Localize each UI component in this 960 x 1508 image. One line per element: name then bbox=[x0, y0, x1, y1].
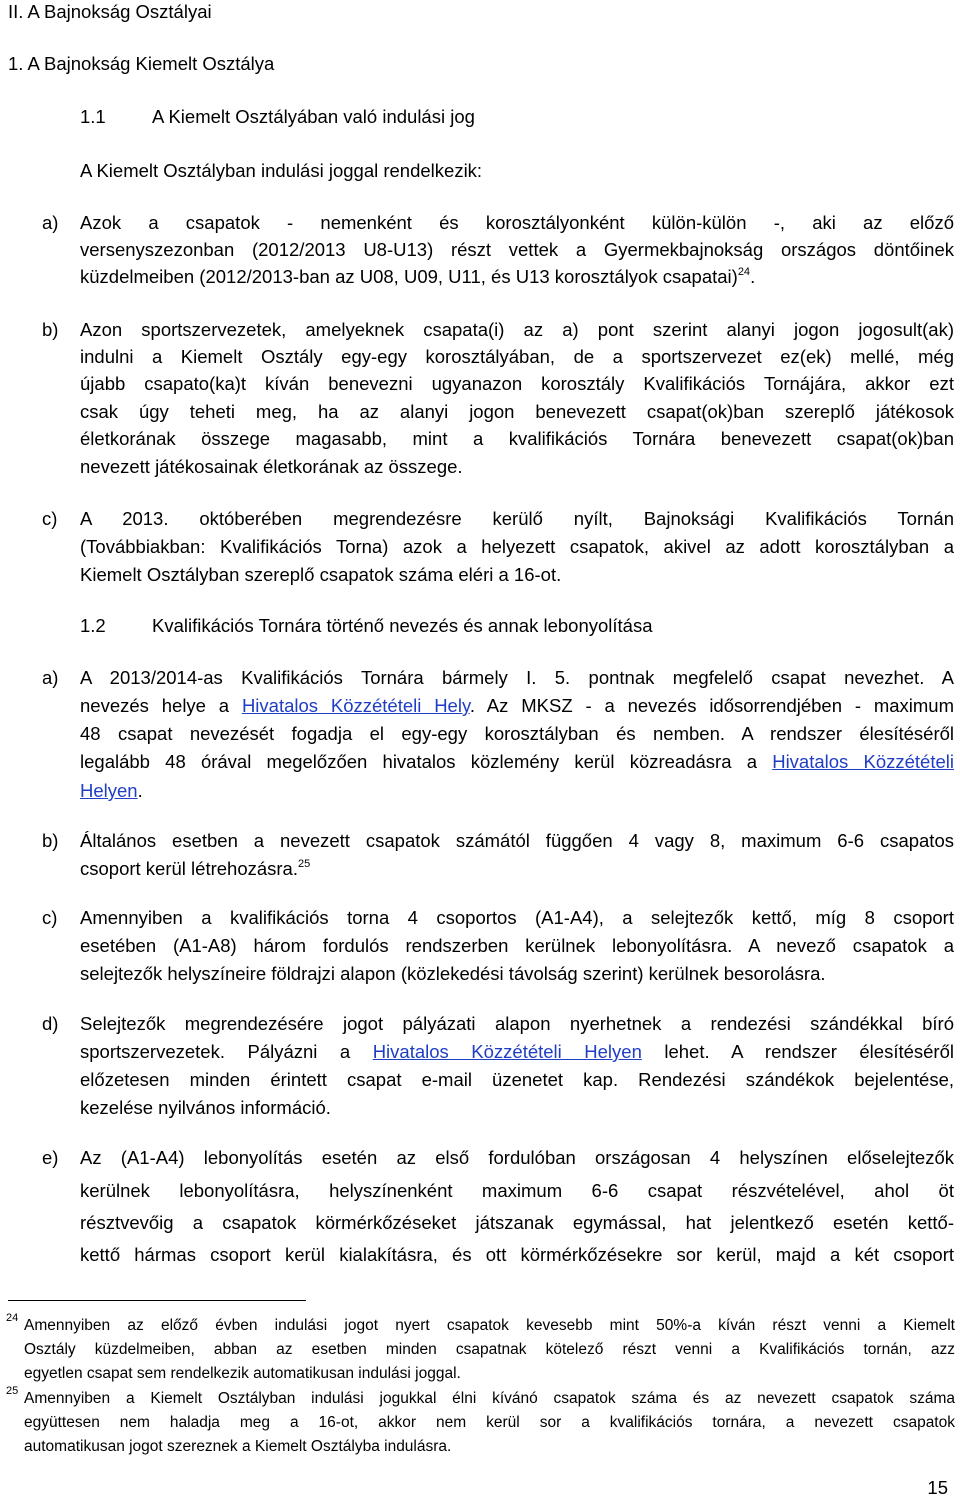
item-b-label: b) bbox=[42, 319, 59, 340]
footnote-24-line: Amennyiben az előző évben indulási jogot nyert csapatok kevesebb mint 50%-a kíván részt venni a Kiemelt bbox=[24, 1317, 955, 1334]
item-2d-line-last: kezelése nyilvános információ. bbox=[80, 1097, 331, 1118]
item-2c-line: Amennyiben a kvalifikációs torna 4 csoportos (A1-A4), a selejtezők kettő, míg 8 csoport bbox=[80, 907, 954, 928]
footnote-ref-24[interactable]: 24 bbox=[737, 266, 751, 278]
heading-section-1: 1. A Bajnokság Kiemelt Osztálya bbox=[8, 53, 275, 74]
item-a-line: versenyszezonban (2012/2013 U8-U13) részt vettek a Gyermekbajnokság országos döntőinek bbox=[80, 239, 954, 260]
item-2b-line-last bbox=[80, 857, 310, 881]
item-2a-text: nevezés helye a bbox=[80, 695, 242, 716]
item-2c-line: esetében (A1-A8) három fordulós rendszerben kerülnek lebonyolításra. A nevező csapatok a bbox=[80, 935, 954, 956]
official-publication-link[interactable]: Helyen bbox=[80, 780, 138, 801]
item-2e-line: résztvevőig a csapatok körmérkőzéseket játszanak egymással, hat jelentkező esetén kettő- bbox=[80, 1212, 954, 1233]
footnote-25-line: Amennyiben a Kiemelt Osztályban indulási jogukkal élni kívánó csapatok száma és az nevezett csapatok száma bbox=[24, 1390, 955, 1407]
item-2a-line bbox=[80, 694, 954, 718]
item-2d-text: lehet. A rendszer élesítéséről bbox=[641, 1041, 954, 1062]
item-2a-label: a) bbox=[42, 667, 59, 688]
item-2a-text: . bbox=[137, 780, 143, 801]
item-2b-line: Általános esetben a nevezett csapatok számától függően 4 vagy 8, maximum 6-6 csapatos bbox=[80, 830, 954, 851]
item-2a-text: . Az MKSZ - a nevezés idősorrendjében - maximum bbox=[469, 695, 955, 716]
intro-text: A Kiemelt Osztályban indulási joggal rendelkezik: bbox=[80, 160, 483, 181]
item-2c-line-last: selejtezők helyszíneire földrajzi alapon (közlekedési távolság szerint) kerülnek besorolásra. bbox=[80, 963, 826, 984]
footnote-24-number: 24 bbox=[6, 1312, 19, 1324]
item-2d-line: előzetesen minden érintett csapat e-mail üzenetet kap. Rendezési szándékok bejelentése, bbox=[80, 1069, 954, 1090]
heading-section-II: II. A Bajnokság Osztályai bbox=[8, 1, 212, 22]
item-c-line-last: Kiemelt Osztályban szereplő csapatok száma eléri a 16-ot. bbox=[80, 564, 562, 585]
item-2d-line bbox=[80, 1040, 954, 1064]
footnote-separator bbox=[8, 1300, 306, 1301]
official-publication-link[interactable]: Hivatalos Közzétételi Helyen bbox=[372, 1041, 642, 1062]
item-2e-line: kerülnek lebonyolításra, helyszínenként maximum 6-6 csapat részvételével, ahol öt bbox=[80, 1180, 954, 1201]
item-2d-text: sportszervezetek. Pályázni a bbox=[80, 1041, 373, 1062]
heading-1-1-title: A Kiemelt Osztályában való indulási jog bbox=[152, 106, 475, 127]
item-2b-label: b) bbox=[42, 830, 59, 851]
item-2c-label: c) bbox=[42, 907, 58, 928]
item-2a-line: A 2013/2014-as Kvalifikációs Tornára bármely I. 5. pontnak megfelelő csapat nevezhet. A bbox=[80, 667, 954, 688]
item-c-line: (Továbbiakban: Kvalifikációs Torna) azok a helyezett csapatok, akivel az adott korosztályban a bbox=[80, 536, 954, 557]
heading-1-1-number: 1.1 bbox=[80, 106, 106, 127]
item-a-period: . bbox=[750, 266, 756, 287]
item-c-label: c) bbox=[42, 508, 58, 529]
item-2e-line: kettő hármas csoport kerül kialakításra, és ott körmérkőzésekre sor kerül, majd a két csoport bbox=[80, 1244, 954, 1265]
item-2a-text: legalább 48 órával megelőzően hivatalos közlemény kerül közreadásra a bbox=[80, 751, 773, 772]
item-2d-label: d) bbox=[42, 1013, 59, 1034]
heading-1-2-number: 1.2 bbox=[80, 615, 106, 636]
item-a-line-last bbox=[80, 265, 755, 289]
item-2e-label: e) bbox=[42, 1147, 59, 1168]
item-c-line: A 2013. októberében megrendezésre kerülő nyílt, Bajnoksági Kvalifikációs Tornán bbox=[80, 508, 954, 529]
footnote-ref-25[interactable]: 25 bbox=[298, 858, 311, 870]
item-b-line-last: nevezett játékosainak életkorának az összege. bbox=[80, 456, 463, 477]
item-2b-text: csoport kerül létrehozásra. bbox=[80, 858, 298, 879]
item-b-line: Azon sportszervezetek, amelyeknek csapata(i) az a) pont szerint alanyi jogon jogosult(ak) bbox=[80, 319, 954, 340]
item-2d-line: Selejtezők megrendezésére jogot pályázati alapon nyerhetnek a rendezési szándékkal bíró bbox=[80, 1013, 954, 1034]
item-2a-line: 48 csapat nevezését fogadja el egy-egy korosztályban és nemben. A rendszer élesítéséről bbox=[80, 723, 954, 744]
footnote-25-line: együttesen nem haladja meg a 16-ot, akkor nem kerül sor a kvalifikációs tornára, a nevezett csapatok bbox=[24, 1414, 955, 1431]
item-b-line: életkorának összege magasabb, mint a kvalifikációs Tornára benevezett csapat(ok)ban bbox=[80, 428, 954, 449]
item-2a-line-last bbox=[80, 779, 143, 803]
item-b-line: újabb csapato(ka)t kíván benevezni ugyanazon korosztály Kvalifikációs Tornájára, akkor ezt bbox=[80, 373, 954, 394]
page-number: 15 bbox=[927, 1477, 948, 1498]
official-publication-link[interactable]: Hivatalos Közzétételi bbox=[772, 751, 954, 772]
item-b-line: indulni a Kiemelt Osztály egy-egy korosztályában, de a sportszervezet ez(ek) mellé, még bbox=[80, 346, 954, 367]
footnote-24-line-last: egyetlen csapat sem rendelkezik automatikusan indulási joggal. bbox=[24, 1365, 461, 1382]
item-a-line: Azok a csapatok - nemenként és korosztályonként külön-külön -, aki az előző bbox=[80, 212, 954, 233]
item-a-label: a) bbox=[42, 212, 59, 233]
footnote-25-number: 25 bbox=[6, 1385, 19, 1397]
official-publication-link[interactable]: Hivatalos Közzétételi Hely bbox=[241, 695, 470, 716]
item-b-line: csak úgy teheti meg, ha az alanyi jogon benevezett csapat(ok)ban szereplő játékosok bbox=[80, 401, 954, 422]
item-2e-line: Az (A1-A4) lebonyolítás esetén az első fordulóban országosan 4 helyszínen előselejtezők bbox=[80, 1147, 954, 1168]
heading-1-2-title: Kvalifikációs Tornára történő nevezés és annak lebonyolítása bbox=[152, 615, 653, 636]
footnote-24-line: Osztály küzdelmeiben, abban az esetben minden csapatnak kötelező részt venni a Kvalifikációs tornán, azz bbox=[24, 1341, 955, 1358]
item-2a-line bbox=[80, 750, 954, 774]
item-a-text: küzdelmeiben (2012/2013-ban az U08, U09, U11, és U13 korosztályok csapatai) bbox=[80, 266, 738, 287]
footnote-25-line-last: automatikusan jogot szereznek a Kiemelt Osztályba indulásra. bbox=[24, 1438, 452, 1455]
